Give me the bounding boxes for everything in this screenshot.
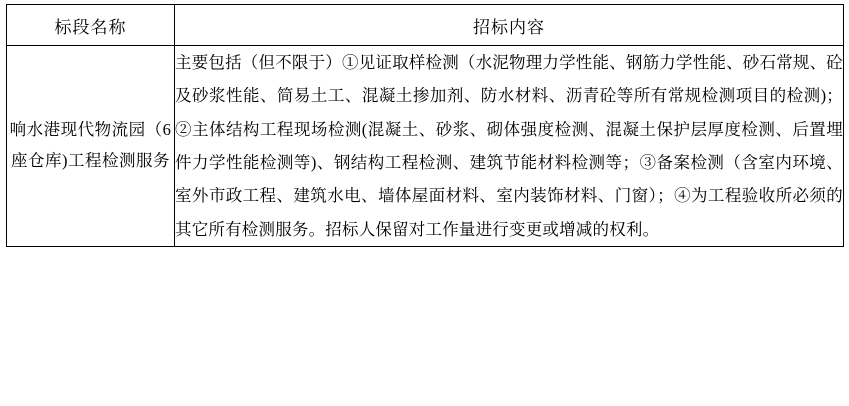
column-header-bid-content: 招标内容 (175, 5, 844, 46)
table-header-row (7, 5, 844, 46)
cell-section-name: 响水港现代物流园（6 座仓库)工程检测服务 (7, 46, 175, 247)
table-row (7, 46, 844, 247)
bid-content-paragraph: 主要包括（但不限于）①见证取样检测（水泥物理力学性能、钢筋力学性能、砂石常规、砼及砂浆性能、简易土工、混凝土掺加剂、防水材料、沥青砼等所有常规检测项目的检测)；②主体结构工程现场检测(混凝土、砂浆、砌体强度检测、混凝土保护层厚度检测、后置埋件力学性能检测等)、钢结构工程检测、建筑节能材料检测等；③备案检测（含室内环境、室外市政工程、建筑水电、墙体屋面材料、室内装饰材料、门窗）；④为工程验收所必须的其它所有检测服务。招标人保留对工作量进行变更或增减的权利。 (175, 53, 843, 239)
bid-content-table (6, 4, 844, 247)
cell-bid-content (175, 46, 844, 247)
column-header-section-name: 标段名称 (7, 5, 175, 46)
